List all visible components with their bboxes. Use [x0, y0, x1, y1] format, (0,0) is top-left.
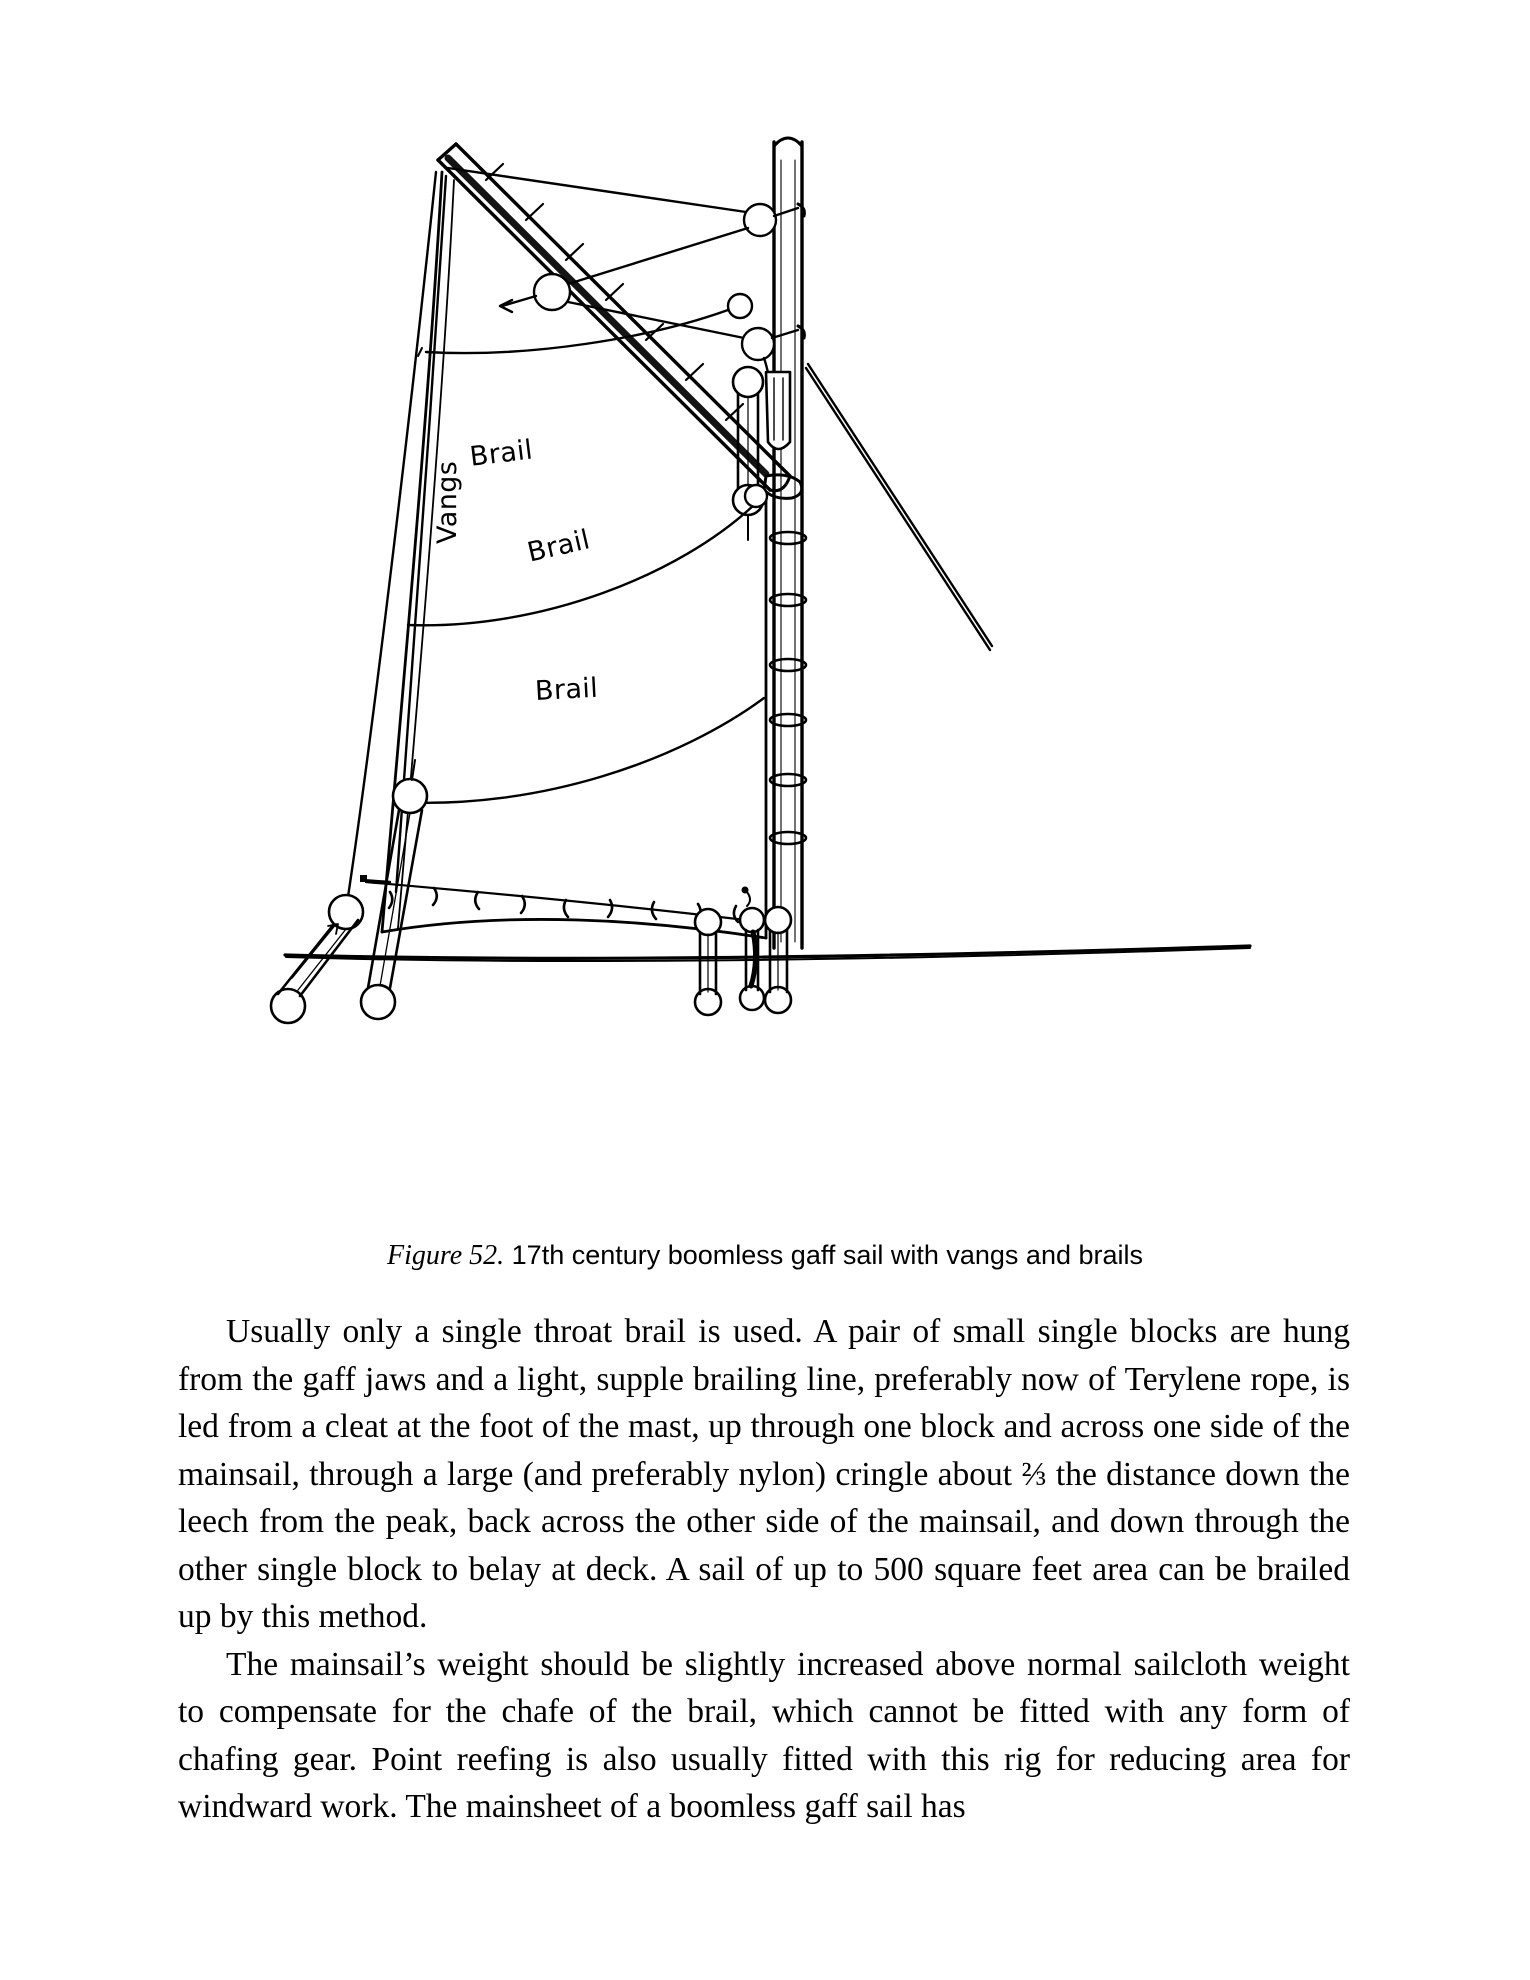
deck-waterline — [285, 946, 1250, 961]
figure-caption-text: 17th century boomless gaff sail with vangs and brails — [511, 1240, 1144, 1270]
figure-label-brail-lower: Brail — [534, 672, 599, 707]
throat-detail — [766, 372, 790, 449]
vang-tackle-inner — [361, 760, 427, 1019]
sail-leech-secondary — [398, 180, 454, 928]
figure-52-illustration — [0, 120, 1530, 1250]
figure-caption — [0, 1240, 1530, 1272]
throat-halyard-tackle — [733, 367, 763, 540]
paragraph-2: The mainsail’s weight should be slightly increased above normal sailcloth weight to compensate for the chafe of the brail, which cannot be fitted with any form of chafing gear. Point reefing is also usually fitted with this rig for reducing area for windward work. The mainsheet of a boomless gaff sail has — [178, 1645, 1350, 1825]
figure-label-brail-top: Brail — [468, 434, 535, 473]
figure-caption-number: Figure 52. — [386, 1240, 505, 1271]
backstay — [806, 364, 992, 650]
body-text-column — [178, 1308, 1350, 1831]
brail-blocks — [745, 485, 767, 507]
paragraph-1: Usually only a single throat brail is used. A pair of small single blocks are hung from the gaff jaws and a light, supple brailing line, preferably now of Terylene rope, is led from a cleat at the foot of the mast, up through one block and across one side of the mainsail, through a large (and preferably nylon) cringle about ⅔ the distance down the leech from the peak, back across the other side of the mainsail, and down through the other single block to belay at deck. A sail of up to 500 square feet area can be brailed up by this method. — [178, 1313, 1350, 1635]
peak-halyard-rigging — [448, 168, 804, 392]
mast-shading — [781, 160, 795, 942]
mast-base-tackles — [695, 887, 791, 1016]
rig-diagram-svg — [250, 120, 1310, 1250]
gaff-shadow — [448, 158, 766, 474]
reef-points — [389, 888, 738, 922]
figure-label-vangs: Vangs — [432, 460, 463, 544]
gaff-hoops — [486, 164, 743, 420]
figure-label-brail-middle: Brail — [524, 524, 594, 569]
